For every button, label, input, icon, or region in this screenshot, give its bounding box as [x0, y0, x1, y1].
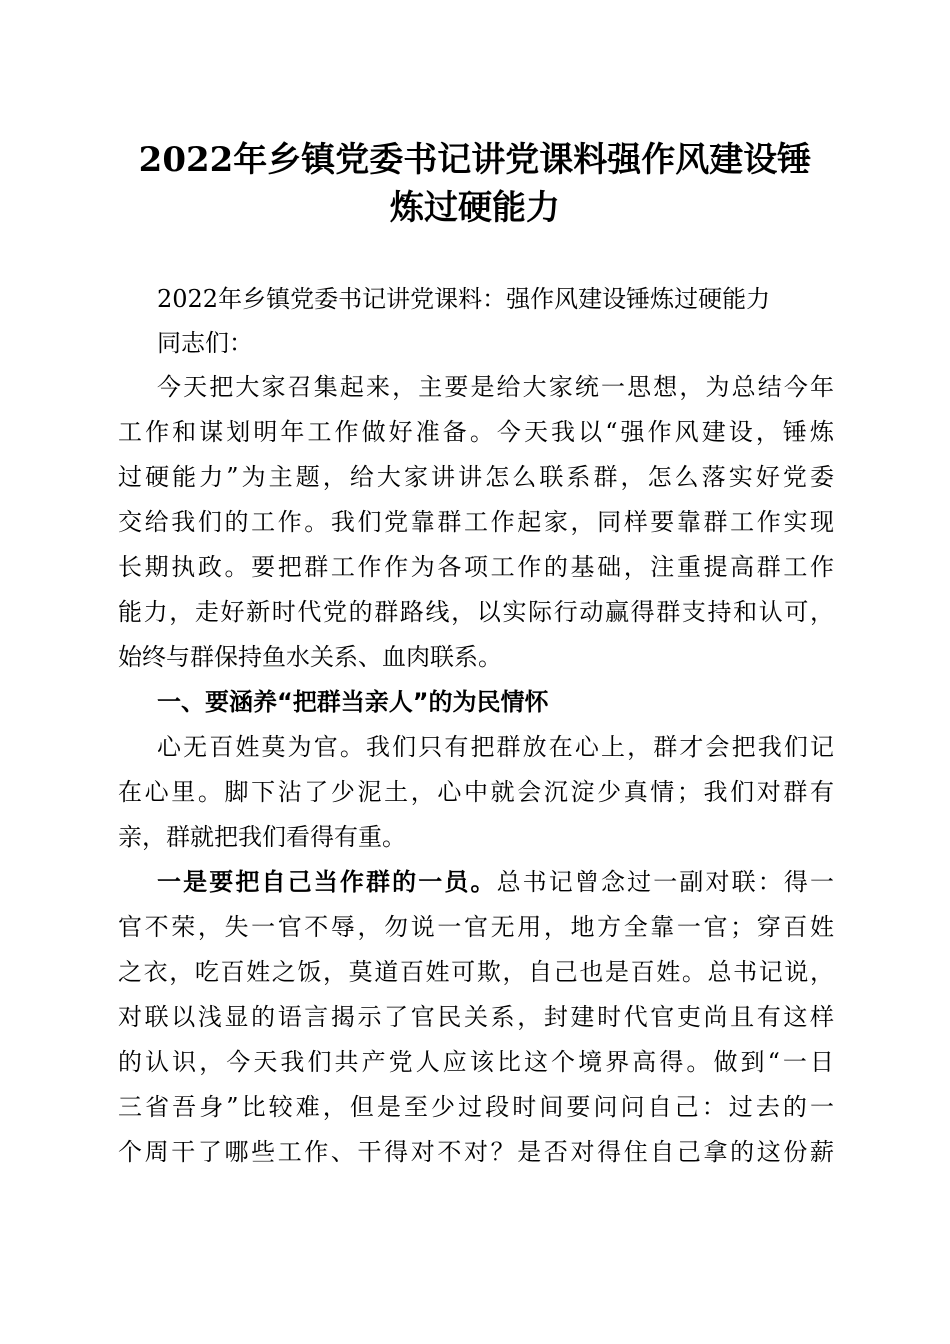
paragraph-line: 之衣，吃百姓之饭，莫道百姓可欺，自己也是百姓。总书记说， [118, 958, 834, 986]
paragraph-line: 三省吾身”比较难，但是至少过段时间要问问自己：过去的一 [118, 1093, 834, 1121]
paragraph-line: 在心里。脚下沾了少泥土，心中就会沉淀少真情；我们对群有 [118, 778, 834, 806]
paragraph-line: 今天把大家召集起来，主要是给大家统一思想，为总结今年 [157, 373, 834, 401]
subtitle-line: 2022年乡镇党委书记讲党课料：强作风建设锤炼过硬能力 [157, 285, 771, 313]
paragraph-line: 工作和谋划明年工作做好准备。今天我以“强作风建设，锤炼 [118, 418, 834, 446]
paragraph-line: 个周干了哪些工作、干得对不对？是否对得住自己拿的这份薪 [118, 1138, 834, 1166]
salutation: 同志们： [157, 329, 253, 357]
paragraph-line: 始终与群保持鱼水关系、血肉联系。 [118, 643, 502, 671]
paragraph-line: 亲，群就把我们看得有重。 [118, 823, 406, 851]
paragraph-line: 官不荣，失一官不辱，勿说一官无用，地方全靠一官；穿百姓 [118, 913, 834, 941]
paragraph-line: 能力，走好新时代党的群路线，以实际行动赢得群支持和认可， [118, 598, 834, 626]
paragraph-line: 交给我们的工作。我们党靠群工作起家，同样要靠群工作实现 [118, 508, 834, 536]
title-line-1: 2022年乡镇党委书记讲党课料强作风建设锤 [138, 140, 812, 180]
document-title [110, 136, 840, 232]
paragraph-line: 过硬能力”为主题，给大家讲讲怎么联系群，怎么落实好党委 [118, 463, 834, 491]
paragraph-line: 心无百姓莫为官。我们只有把群放在心上，群才会把我们记 [157, 733, 834, 761]
paragraph-line: 对联以浅显的语言揭示了官民关系，封建时代官吏尚且有这样 [118, 1003, 834, 1031]
paragraph-line: 长期执政。要把群工作作为各项工作的基础，注重提高群工作 [118, 553, 834, 581]
point-lead-heading: 一是要把自己当作群的一员。 [157, 868, 497, 896]
point-lead-text: 总书记曾念过一副对联：得一 [496, 868, 835, 896]
section-heading: 一、要涵养“把群当亲人”的为民情怀 [157, 688, 549, 716]
title-line-2: 炼过硬能力 [390, 188, 560, 228]
paragraph-line-with-lead [157, 867, 834, 897]
paragraph-line: 的认识，今天我们共产党人应该比这个境界高得。做到“一日 [118, 1048, 834, 1076]
